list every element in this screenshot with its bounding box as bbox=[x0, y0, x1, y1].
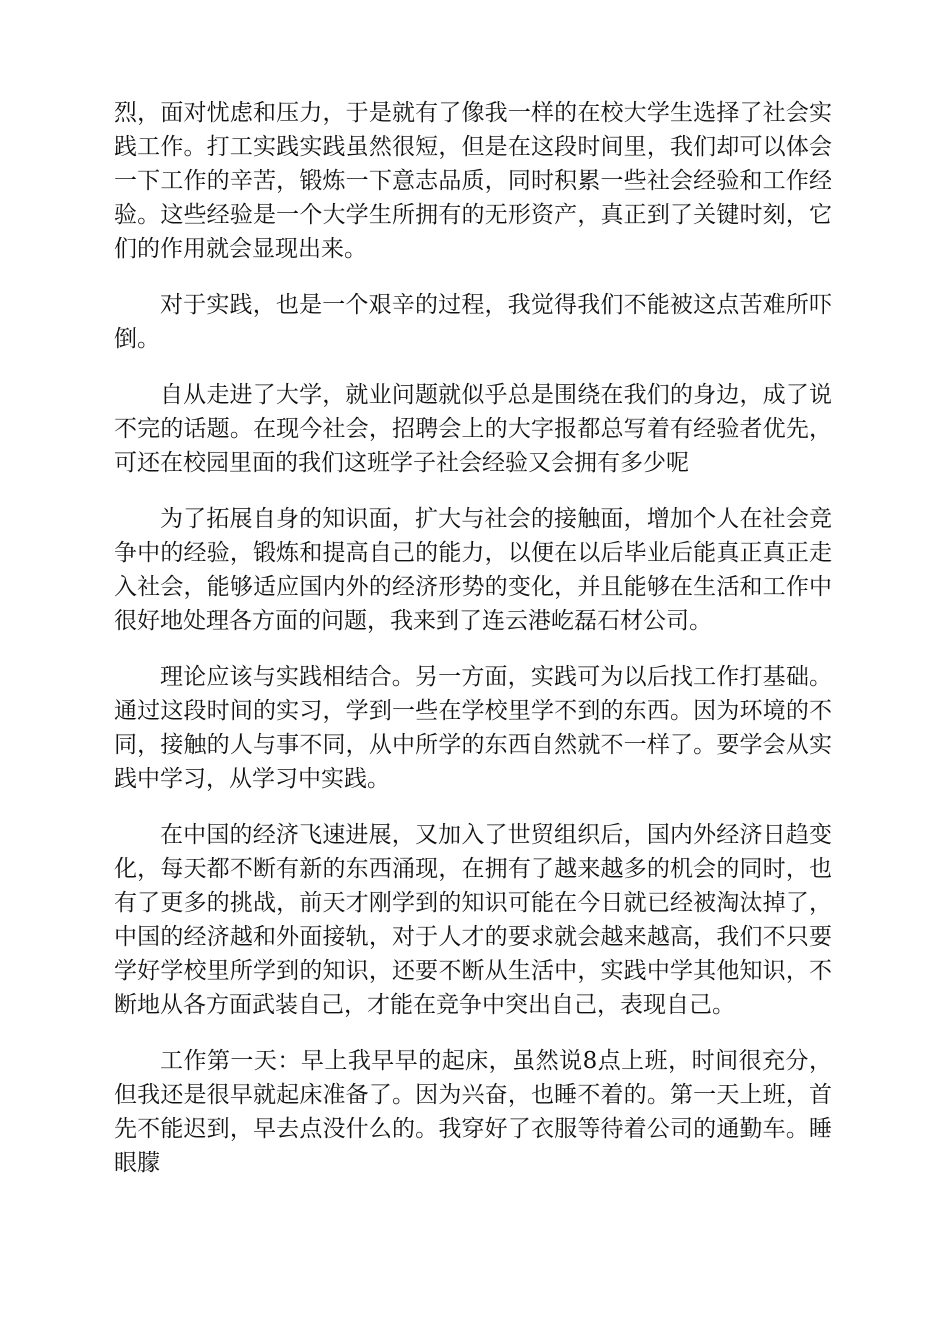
paragraph-1: 烈，面对忧虑和压力，于是就有了像我一样的在校大学生选择了社会实践工作。打工实践实践虽然很短，但是在这段时间里，我们却可以体会一下工作的辛苦，锻炼一下意志品质，同时积累一些社会经验和工作经验。这些经验是一个大学生所拥有的无形资产，真正到了关键时刻，它们的作用就会显现出来。 bbox=[114, 100, 832, 262]
document-page bbox=[114, 96, 832, 1202]
paragraph-5: 理论应该与实践相结合。另一方面，实践可为以后找工作打基础。通过这段时间的实习，学到一些在学校里学不到的东西。因为环境的不同，接触的人与事不同，从中所学的东西自然就不一样了。要学会从实践中学习，从学习中实践。 bbox=[114, 664, 832, 792]
paragraph-7: 工作第一天：早上我早早的起床，虽然说8点上班，时间很充分，但我还是很早就起床准备了。因为兴奋，也睡不着的。第一天上班，首先不能迟到，早去点没什么的。我穿好了衣服等待着公司的通勤车。睡眼朦 bbox=[114, 1048, 832, 1176]
paragraph-2: 对于实践，也是一个艰辛的过程，我觉得我们不能被这点苦难所吓倒。 bbox=[114, 292, 832, 352]
paragraph-3: 自从走进了大学，就业问题就似乎总是围绕在我们的身边，成了说不完的话题。在现今社会，招聘会上的大字报都总写着有经验者优先，可还在校园里面的我们这班学子社会经验又会拥有多少呢 bbox=[114, 382, 832, 476]
paragraph-6: 在中国的经济飞速进展，又加入了世贸组织后，国内外经济日趋变化，每天都不断有新的东西涌现，在拥有了越来越多的机会的同时，也有了更多的挑战，前天才刚学到的知识可能在今日就已经被淘汰掉了，中国的经济越和外面接轨，对于人才的要求就会越来越高，我们不只要学好学校里所学到的知识，还要不断从生活中，实践中学其他知识，不断地从各方面武装自己，才能在竞争中突出自己，表现自己。 bbox=[114, 822, 832, 1018]
paragraph-4: 为了拓展自身的知识面，扩大与社会的接触面，增加个人在社会竞争中的经验，锻炼和提高自己的能力，以便在以后毕业后能真正真正走入社会，能够适应国内外的经济形势的变化，并且能够在生活和工作中很好地处理各方面的问题，我来到了连云港屹磊石材公司。 bbox=[114, 506, 832, 634]
